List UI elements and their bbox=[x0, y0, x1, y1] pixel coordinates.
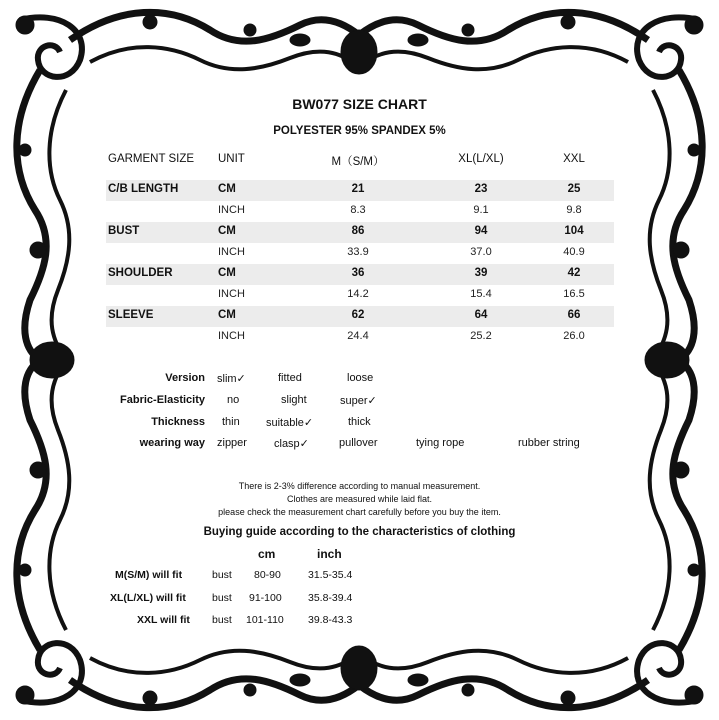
feature-option: thin bbox=[222, 416, 240, 428]
feature-label-version: Version bbox=[165, 372, 205, 384]
guide-col-cm: cm bbox=[258, 547, 276, 561]
value-cell: 24.4 bbox=[347, 330, 369, 342]
guide-part: bust bbox=[212, 592, 232, 604]
feature-option: suitable✓ bbox=[266, 417, 314, 429]
value-cell: 8.3 bbox=[350, 204, 366, 216]
unit-label: CM bbox=[218, 309, 236, 321]
guide-cm: 91-100 bbox=[249, 592, 282, 604]
value-cell: 94 bbox=[474, 225, 488, 237]
guide-fit-label: XXL will fit bbox=[137, 614, 190, 626]
value-cell: 9.8 bbox=[566, 204, 582, 216]
guide-part: bust bbox=[212, 569, 232, 581]
feature-option: slim✓ bbox=[217, 373, 246, 385]
value-cell: 25.2 bbox=[470, 330, 492, 342]
value-cell: 14.2 bbox=[347, 288, 369, 300]
table-header bbox=[106, 150, 614, 171]
feature-option: super✓ bbox=[340, 395, 377, 407]
feature-option: tying rope bbox=[416, 437, 465, 449]
value-cell: 104 bbox=[564, 225, 584, 237]
feature-option: zipper bbox=[217, 437, 247, 449]
header-size-xxl: XXL bbox=[563, 153, 585, 165]
value-cell: 26.0 bbox=[563, 330, 585, 342]
material-subtitle: POLYESTER 95% SPANDEX 5% bbox=[273, 125, 446, 137]
value-cell: 33.9 bbox=[347, 246, 369, 258]
value-cell: 16.5 bbox=[563, 288, 585, 300]
guide-col-inch: inch bbox=[317, 547, 342, 561]
value-cell: 66 bbox=[567, 309, 581, 321]
table-row bbox=[106, 201, 614, 222]
unit-label: CM bbox=[218, 267, 236, 279]
value-cell: 40.9 bbox=[563, 246, 585, 258]
table-row bbox=[106, 306, 614, 327]
value-cell: 64 bbox=[474, 309, 488, 321]
table-row bbox=[106, 285, 614, 306]
unit-label: INCH bbox=[218, 330, 245, 342]
value-cell: 62 bbox=[351, 309, 365, 321]
header-size-m: M（S/M） bbox=[331, 156, 385, 168]
note-line: Clothes are measured while laid flat. bbox=[286, 494, 433, 504]
table-row bbox=[106, 264, 614, 285]
value-cell: 23 bbox=[474, 183, 488, 195]
measure-name: SLEEVE bbox=[108, 309, 154, 321]
measurement-notes bbox=[0, 480, 719, 519]
value-cell: 39 bbox=[474, 267, 488, 279]
guide-cm: 80-90 bbox=[254, 569, 281, 581]
value-cell: 21 bbox=[351, 183, 365, 195]
unit-label: CM bbox=[218, 183, 236, 195]
unit-label: INCH bbox=[218, 204, 245, 216]
value-cell: 36 bbox=[351, 267, 365, 279]
table-row bbox=[106, 243, 614, 264]
value-cell: 15.4 bbox=[470, 288, 492, 300]
guide-inch: 35.8-39.4 bbox=[308, 592, 353, 604]
feature-option: pullover bbox=[339, 437, 378, 449]
header-size-xl: XL(L/XL) bbox=[458, 153, 504, 165]
header-unit: UNIT bbox=[218, 153, 245, 165]
table-row bbox=[106, 180, 614, 201]
guide-fit-label: XL(L/XL) will fit bbox=[110, 592, 186, 604]
feature-option: thick bbox=[348, 416, 371, 428]
header-garment-size: GARMENT SIZE bbox=[108, 153, 195, 165]
note-line: please check the measurement chart carefully before you buy the item. bbox=[218, 507, 501, 517]
feature-label-thickness: Thickness bbox=[151, 416, 205, 428]
size-table bbox=[106, 150, 614, 348]
feature-option: fitted bbox=[278, 372, 302, 384]
unit-label: INCH bbox=[218, 246, 245, 258]
unit-label: INCH bbox=[218, 288, 245, 300]
feature-label-wearing-way: wearing way bbox=[139, 437, 205, 449]
feature-option: rubber string bbox=[518, 437, 580, 449]
chart-title: BW077 SIZE CHART bbox=[292, 96, 427, 112]
buying-guide-title: Buying guide according to the characteristics of clothing bbox=[203, 526, 516, 538]
note-line: There is 2-3% difference according to manual measurement. bbox=[238, 481, 481, 491]
guide-cm: 101-110 bbox=[246, 614, 284, 626]
table-row bbox=[106, 222, 614, 243]
measure-name: C/B LENGTH bbox=[108, 183, 179, 195]
value-cell: 42 bbox=[567, 267, 581, 279]
guide-fit-label: M(S/M) will fit bbox=[115, 569, 183, 581]
feature-option: slight bbox=[281, 394, 307, 406]
guide-inch: 39.8-43.3 bbox=[308, 614, 353, 626]
unit-label: CM bbox=[218, 225, 236, 237]
value-cell: 25 bbox=[567, 183, 581, 195]
measure-name: BUST bbox=[108, 225, 140, 237]
value-cell: 86 bbox=[351, 225, 365, 237]
feature-option: no bbox=[227, 394, 240, 406]
feature-option: loose bbox=[347, 372, 374, 384]
value-cell: 37.0 bbox=[470, 246, 492, 258]
table-row bbox=[106, 327, 614, 348]
guide-part: bust bbox=[212, 614, 232, 626]
feature-label-elasticity: Fabric-Elasticity bbox=[120, 394, 205, 406]
guide-inch: 31.5-35.4 bbox=[308, 569, 353, 581]
value-cell: 9.1 bbox=[473, 204, 489, 216]
feature-option: clasp✓ bbox=[274, 438, 309, 450]
measure-name: SHOULDER bbox=[108, 267, 173, 279]
